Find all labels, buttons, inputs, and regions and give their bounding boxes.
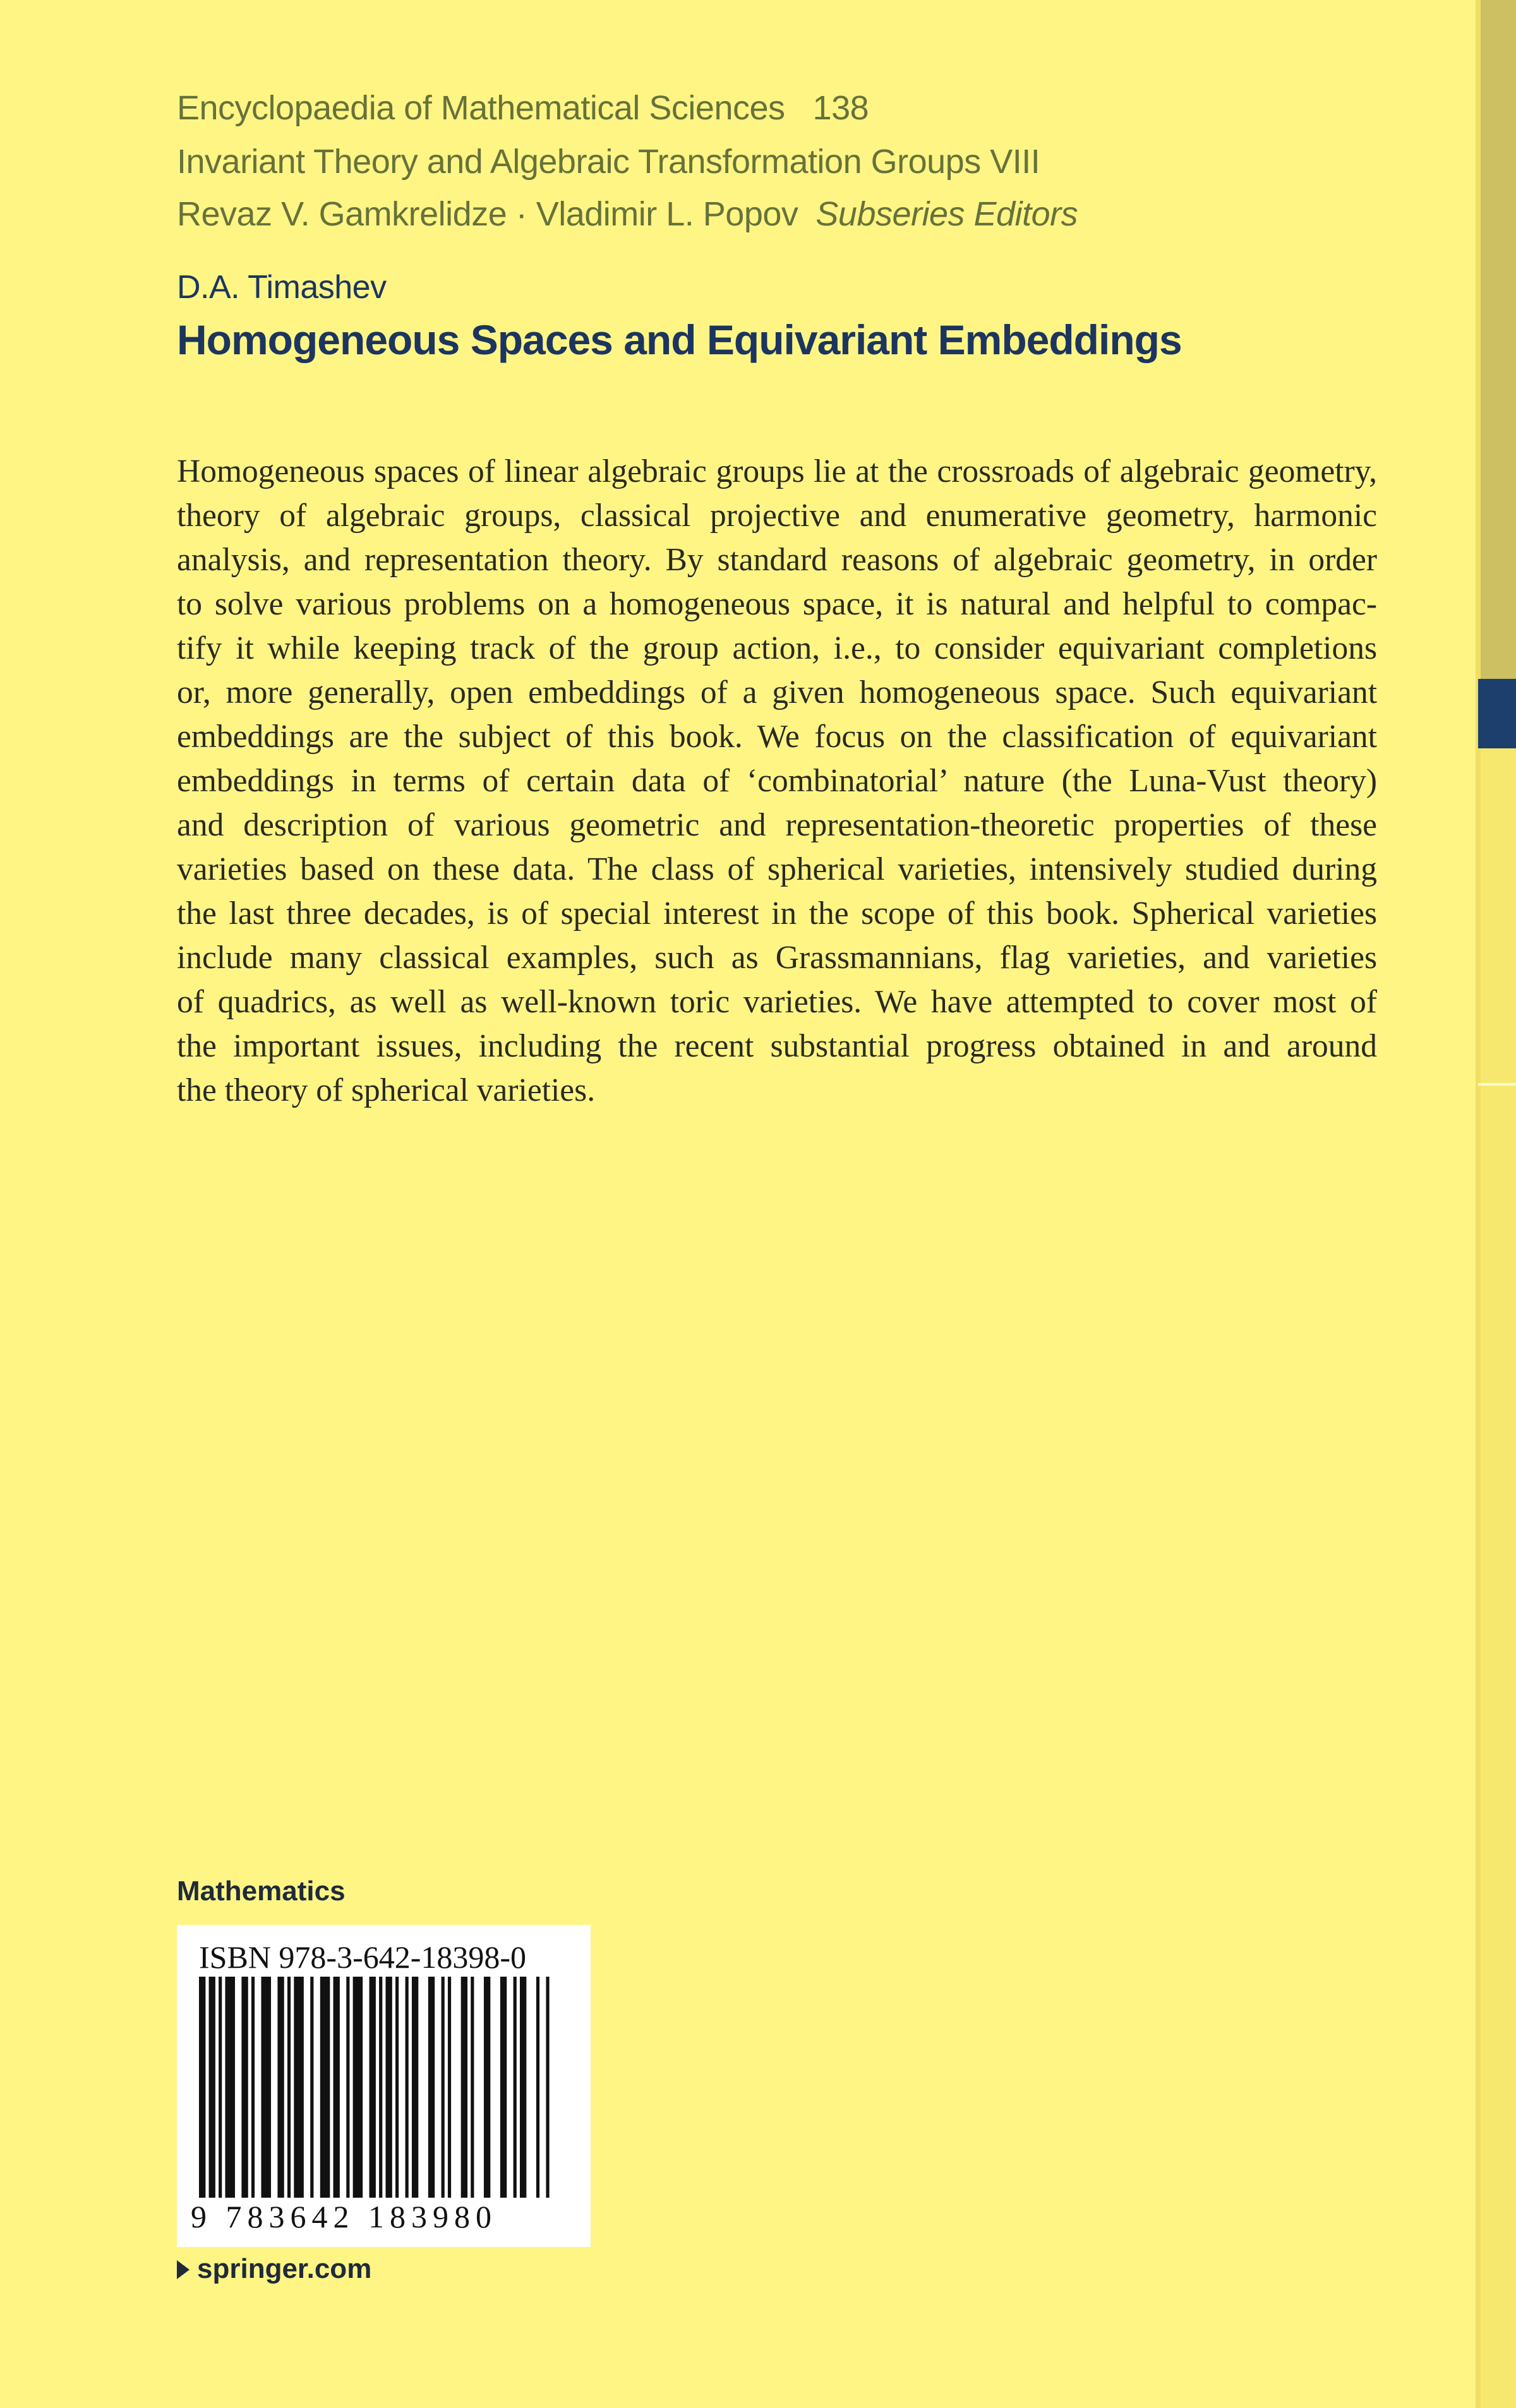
description-line: Homogeneous spaces of linear algebraic groups lie at the crossroads of algebraic geometry,: [177, 453, 1377, 489]
barcode-bar: [514, 1977, 517, 2198]
subseries-editors: Revaz V. Gamkrelidze · Vladimir L. Popov: [177, 195, 798, 233]
barcode-bar: [379, 1977, 382, 2198]
publisher-link[interactable]: [177, 2253, 371, 2285]
description-line: include many classical examples, such as Grassmannians, flag varieties, and varieties: [177, 940, 1377, 976]
barcode-bar: [310, 1977, 313, 2198]
description-line: and description of various geometric and representation-theoretic properties of these: [177, 807, 1377, 843]
description-line: embeddings are the subject of this book. We focus on the classification of equivariant: [177, 719, 1377, 755]
barcode-bar: [442, 1977, 445, 2198]
description-line: theory of algebraic groups, classical projective and enumerative geometry, harmonic: [177, 498, 1377, 534]
barcode-bar: [334, 1977, 340, 2198]
barcode-bar: [500, 1977, 507, 2198]
subseries-title: Invariant Theory and Algebraic Transformation Groups VIII: [177, 143, 1040, 181]
book-author: D.A. Timashev: [177, 269, 387, 306]
barcode-bar: [546, 1977, 549, 2198]
barcode-bar: [219, 1977, 222, 2198]
description-line: to solve various problems on a homogeneous space, it is natural and helpful to compac-: [177, 586, 1377, 622]
barcode-bar: [261, 1977, 271, 2198]
barcode-bar: [370, 1977, 376, 2198]
barcode-bar: [209, 1977, 215, 2198]
barcode-bar: [225, 1977, 235, 2198]
description-line: the important issues, including the recent substantial progress obtained in and around: [177, 1028, 1377, 1064]
series-title: Encyclopaedia of Mathematical Sciences: [177, 89, 785, 127]
barcode-bar: [471, 1977, 474, 2198]
barcode-bar: [412, 1977, 418, 2198]
editors-role: Subseries Editors: [815, 195, 1078, 233]
spine-rule: [1478, 1083, 1516, 1086]
description-line: embeddings in terms of certain data of ‘combinatorial’ nature (the Luna-Vust theory): [177, 763, 1377, 799]
series-number: 138: [812, 89, 869, 127]
spine-accent-block: [1478, 679, 1516, 748]
barcode-bar: [294, 1977, 304, 2198]
barcode-bar: [277, 1977, 284, 2198]
barcode-bar: [484, 1977, 490, 2198]
publisher-website: springer.com: [197, 2253, 372, 2284]
subject-category: Mathematics: [177, 1876, 346, 1907]
description-line: the theory of spherical varieties.: [177, 1072, 596, 1108]
barcode-bar: [251, 1977, 255, 2198]
isbn-barcode-box: [177, 1925, 591, 2247]
series-line: [177, 88, 869, 128]
barcode-bar: [520, 1977, 526, 2198]
barcode-bar: [287, 1977, 291, 2198]
description-line: tify it while keeping track of the group action, i.e., to consider equivariant completions: [177, 630, 1377, 666]
barcode-bar: [320, 1977, 330, 2198]
isbn-label: ISBN 978-3-642-18398-0: [199, 1939, 527, 1975]
barcode-bar: [448, 1977, 451, 2198]
barcode-bar: [385, 1977, 392, 2198]
barcode-image: [199, 1977, 556, 2198]
barcode-bar: [428, 1977, 435, 2198]
barcode-digits: 9 783642 183980: [191, 2199, 497, 2234]
description-line: or, more generally, open embeddings of a given homogeneous space. Such equivariant: [177, 674, 1377, 710]
arrow-right-icon: [177, 2260, 190, 2279]
barcode-bar: [395, 1977, 399, 2198]
spine-divider: [1476, 0, 1481, 2408]
description-line: varieties based on these data. The class of spherical varieties, intensively studied during: [177, 851, 1377, 887]
description-line: of quadrics, as well as well-known toric varieties. We have attempted to cover most of: [177, 984, 1377, 1020]
barcode-bar: [346, 1977, 349, 2198]
barcode-bar: [199, 1977, 205, 2198]
barcode-bar: [241, 1977, 248, 2198]
description-line: analysis, and representation theory. By standard reasons of algebraic geometry, in order: [177, 542, 1377, 578]
barcode-bar: [406, 1977, 409, 2198]
editors-line: [177, 195, 1078, 234]
spine-upper-band: [1478, 0, 1516, 679]
book-description: [177, 450, 1377, 1113]
book-title: Homogeneous Spaces and Equivariant Embeddings: [177, 316, 1182, 363]
barcode-bar: [353, 1977, 363, 2198]
barcode-bar: [536, 1977, 539, 2198]
description-line: the last three decades, is of special interest in the scope of this book. Spherical varieties: [177, 896, 1377, 931]
barcode-bar: [461, 1977, 467, 2198]
